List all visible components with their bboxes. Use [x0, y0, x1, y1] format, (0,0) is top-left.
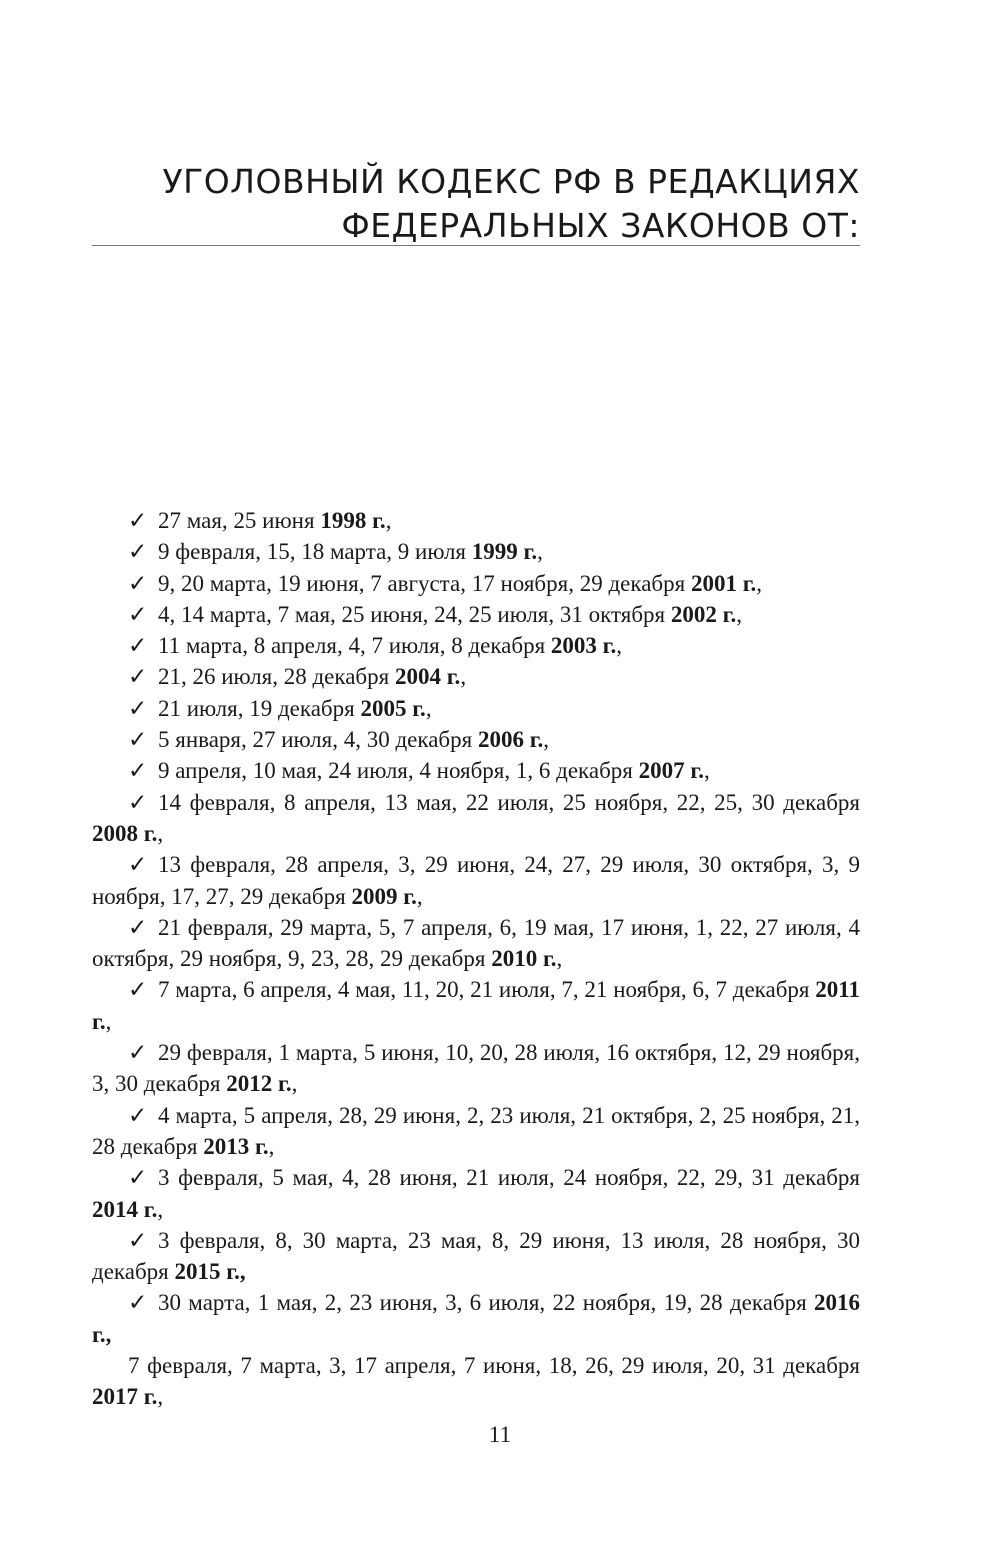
check-mark-icon: ✓ — [128, 664, 148, 690]
check-mark-icon: ✓ — [128, 633, 148, 659]
revision-entry — [92, 630, 860, 661]
revision-entry — [92, 1100, 860, 1163]
check-mark-icon: ✓ — [128, 1165, 148, 1191]
revision-punctuation: , — [385, 508, 392, 533]
revision-year: 2013 г. — [203, 1133, 269, 1159]
revision-punctuation: , — [157, 1196, 164, 1222]
revision-year: 2016 г., — [92, 1290, 860, 1347]
revision-dates: 30 марта, 1 мая, 2, 23 июня, 3, 6 июля, 22 ноября, 19, 28 декабря — [158, 1290, 814, 1316]
revision-year: 2007 г. — [638, 758, 704, 784]
revision-punctuation: , — [556, 946, 563, 972]
revision-punctuation: , — [616, 633, 623, 659]
revision-year: 2001 г. — [690, 570, 757, 596]
revision-year: 1999 г. — [471, 539, 538, 565]
revision-dates: 3 февраля, 8, 30 марта, 23 мая, 8, 29 июня, 13 июля, 28 ноября, 30 декабря — [92, 1227, 860, 1285]
revision-entry — [92, 787, 860, 850]
revision-year: 2012 г. — [226, 1071, 292, 1097]
revision-dates: 21 февраля, 29 марта, 5, 7 апреля, 6, 19 мая, 17 июня, 1, 22, 27 июля, 4 октября, 29 ноября, 9, 23, 28, 29 декабря — [92, 914, 860, 972]
revision-entry — [92, 1037, 860, 1100]
check-mark-icon: ✓ — [128, 1040, 148, 1066]
check-mark-icon: ✓ — [128, 539, 148, 565]
revision-dates: 4, 14 марта, 7 мая, 25 июня, 24, 25 июля, 31 октября — [158, 601, 671, 627]
revision-dates: 9 февраля, 15, 18 марта, 9 июля — [158, 539, 472, 565]
revision-dates: 5 января, 27 июля, 4, 30 декабря — [158, 727, 478, 753]
revision-dates: 7 февраля, 7 марта, 3, 17 апреля, 7 июня, 18, 26, 29 июля, 20, 31 декабря — [128, 1353, 860, 1379]
revision-dates: 7 марта, 6 апреля, 4 мая, 11, 20, 21 июля, 7, 21 ноября, 6, 7 декабря — [158, 977, 816, 1003]
check-mark-icon: ✓ — [128, 789, 148, 815]
revision-dates: 4 марта, 5 апреля, 28, 29 июня, 2, 23 июля, 21 октября, 2, 25 ноября, 21, 28 декабря — [92, 1102, 860, 1159]
revision-entry — [92, 505, 860, 536]
revision-dates: 9, 20 марта, 19 июня, 7 августа, 17 ноября, 29 декабря — [158, 570, 691, 596]
revision-dates: 13 февраля, 28 апреля, 3, 29 июня, 24, 27, 29 июля, 30 октября, 3, 9 ноября, 17, 27, 29 декабря — [92, 852, 860, 909]
check-mark-icon: ✓ — [128, 570, 148, 596]
revision-list — [92, 505, 860, 1413]
revision-dates: 29 февраля, 1 марта, 5 июня, 10, 20, 28 июля, 16 октября, 12, 29 ноября, 3, 30 декабря — [92, 1040, 860, 1097]
revision-punctuation: , — [460, 664, 467, 690]
revision-year: 1998 г. — [320, 508, 386, 533]
revision-year: 2010 г. — [491, 946, 557, 972]
revision-year: 2009 г. — [351, 883, 417, 909]
revision-year: 2015 г., — [174, 1259, 246, 1285]
revision-punctuation: , — [268, 1133, 275, 1159]
check-mark-icon: ✓ — [128, 727, 148, 753]
revision-entry — [92, 1287, 860, 1350]
revision-dates: 9 апреля, 10 мая, 24 июля, 4 ноября, 1, 6 декабря — [158, 758, 639, 784]
revision-punctuation: , — [416, 883, 423, 909]
revision-year: 2003 г. — [550, 633, 617, 659]
revision-entry — [92, 1350, 860, 1413]
revision-entry — [92, 1225, 860, 1288]
revision-punctuation: , — [756, 570, 763, 596]
check-mark-icon: ✓ — [128, 1102, 148, 1128]
revision-dates: 27 мая, 25 июня — [158, 508, 321, 533]
revision-punctuation: , — [291, 1071, 298, 1097]
revision-year: 2008 г. — [92, 820, 158, 846]
check-mark-icon: ✓ — [128, 601, 148, 627]
check-mark-icon: ✓ — [128, 1290, 148, 1316]
revision-punctuation: , — [105, 1008, 112, 1034]
page-number: 11 — [488, 1422, 512, 1447]
check-mark-icon: ✓ — [128, 852, 148, 878]
revision-punctuation: , — [703, 758, 710, 784]
revision-entry — [92, 974, 860, 1037]
check-mark-icon: ✓ — [128, 758, 148, 784]
revision-punctuation: , — [425, 695, 432, 721]
revision-entry — [92, 693, 860, 724]
revision-dates: 21 июля, 19 декабря — [158, 695, 361, 721]
revision-entry — [92, 1162, 860, 1225]
check-mark-icon: ✓ — [128, 695, 148, 721]
check-mark-icon: ✓ — [128, 1227, 148, 1253]
check-mark-icon: ✓ — [128, 508, 148, 533]
revision-entry — [92, 755, 860, 786]
revision-punctuation: , — [537, 539, 543, 565]
revision-entry — [92, 912, 860, 975]
revision-year: 2002 г. — [670, 601, 737, 627]
revision-punctuation: , — [543, 727, 550, 753]
check-mark-icon: ✓ — [128, 914, 148, 940]
revision-dates: 14 февраля, 8 апреля, 13 мая, 22 июля, 25 ноября, 22, 25, 30 декабря — [158, 789, 860, 815]
revision-punctuation: , — [157, 1384, 164, 1410]
revision-entry — [92, 849, 860, 912]
revision-dates: 11 марта, 8 апреля, 4, 7 июля, 8 декабря — [158, 633, 551, 659]
revision-year: 2005 г. — [360, 695, 426, 721]
heading-line-1: УГОЛОВНЫЙ КОДЕКС РФ В РЕДАКЦИЯХ — [162, 162, 860, 201]
revision-entry — [92, 661, 860, 692]
revision-entry — [92, 724, 860, 755]
revision-punctuation: , — [736, 601, 742, 627]
revision-punctuation: , — [157, 820, 164, 846]
heading-line-2: ФЕДЕРАЛЬНЫХ ЗАКОНОВ ОТ: — [341, 206, 860, 245]
revision-dates: 3 февраля, 5 мая, 4, 28 июня, 21 июля, 24 ноября, 22, 29, 31 декабря — [158, 1165, 860, 1191]
revision-entry — [92, 599, 860, 630]
revision-year: 2011 г. — [92, 977, 860, 1034]
revision-dates: 21, 26 июля, 28 декабря — [158, 664, 395, 690]
revision-year: 2014 г. — [92, 1196, 158, 1222]
heading-rule — [92, 245, 860, 246]
revision-entry — [92, 568, 860, 599]
revision-year: 2017 г. — [92, 1384, 158, 1410]
page-heading — [92, 160, 860, 248]
revision-entry — [92, 536, 860, 567]
revision-year: 2004 г. — [394, 664, 461, 690]
revision-year: 2006 г. — [477, 727, 544, 753]
check-mark-icon: ✓ — [128, 977, 148, 1003]
